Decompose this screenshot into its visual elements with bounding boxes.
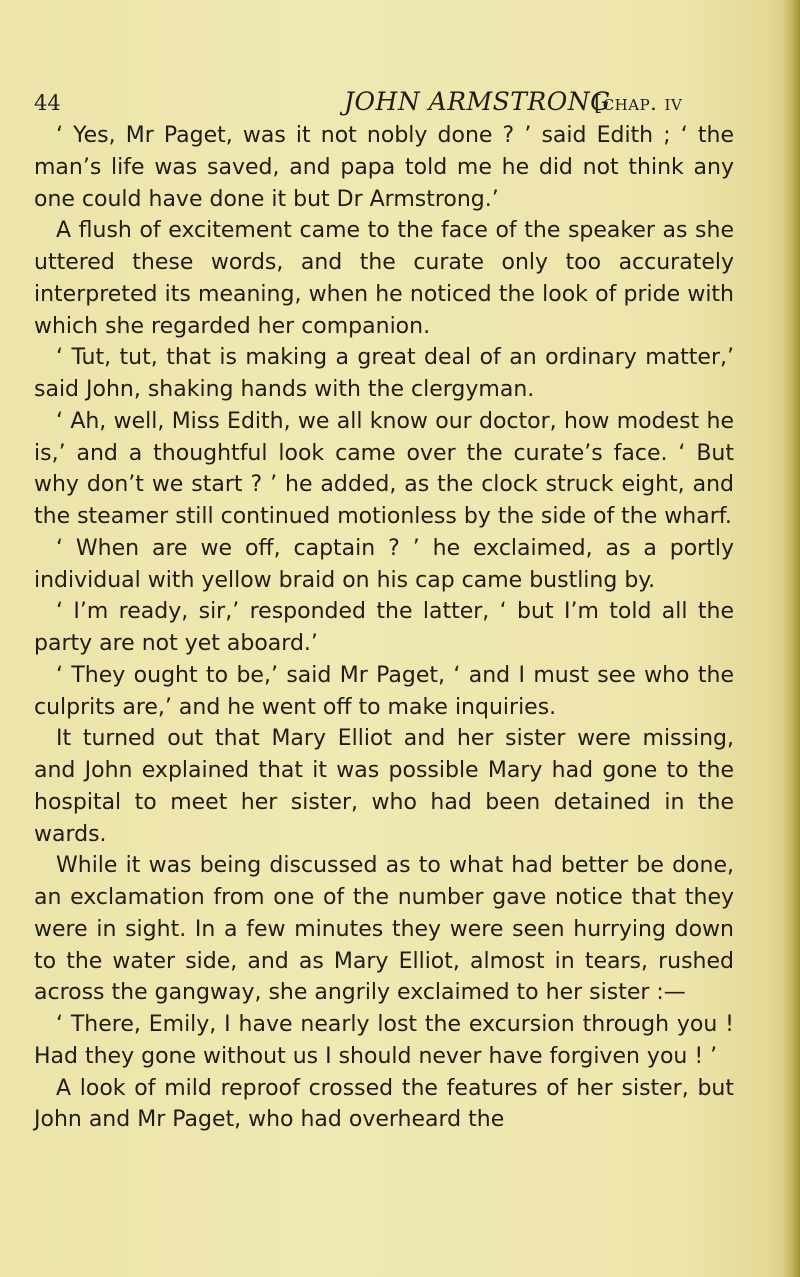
paragraph: ‘ Tut, tut, that is making a great deal of an ordinary matter,’ said John, shaking hands with the clergyman. bbox=[34, 345, 734, 402]
paragraph: It turned out that Mary Elliot and her sister were missing, and John explained that it was possible Mary had gone to the hospital to meet her sister, who had been detained in the wards. bbox=[34, 726, 734, 847]
body-text bbox=[34, 120, 734, 1136]
paragraph: ‘ They ought to be,’ said Mr Paget, ‘ and I must see who the culprits are,’ and he went off to make inquiries. bbox=[34, 662, 734, 720]
paragraph: ‘ Yes, Mr Paget, was it not nobly done ? ’ said Edith ; ‘ the man’s life was saved, and papa told me he did not think any one could have done it but Dr Armstrong.’ bbox=[34, 123, 734, 212]
page-number: 44 bbox=[34, 91, 61, 115]
paragraph: A flush of excitement came to the face of the speaker as she uttered these words, and the curate only too accurately interpreted its meaning, when he noticed the look of pride with which she regarded her companion. bbox=[34, 218, 734, 339]
page-header bbox=[34, 87, 734, 123]
page-edge-shadow bbox=[782, 0, 800, 1277]
chapter-label: [chap. iv bbox=[594, 91, 683, 115]
paragraph: ‘ I’m ready, sir,’ responded the latter, ‘ but I’m told all the party are not yet aboard.’ bbox=[34, 599, 734, 656]
paragraph: ‘ Ah, well, Miss Edith, we all know our doctor, how modest he is,’ and a thoughtful look came over the curate’s face. ‘ But why don’t we start ? ’ he added, as the clock struck eight, and the steamer still continued motionless by the side of the wharf. bbox=[34, 408, 734, 529]
paragraph: While it was being discussed as to what had better be done, an exclamation from one of the number gave notice that they were in sight. In a few minutes they were seen hurrying down to the water side, and as Mary Elliot, almost in tears, rushed across the gangway, she angrily exclaimed to her sister :— bbox=[34, 853, 734, 1006]
paragraph: ‘ When are we off, captain ? ’ he exclaimed, as a portly individual with yellow braid on his cap came bustling by. bbox=[34, 535, 734, 593]
paragraph: A look of mild reproof crossed the features of her sister, but John and Mr Paget, who had overheard the bbox=[34, 1075, 734, 1133]
running-title: JOHN ARMSTRONG bbox=[344, 87, 611, 116]
paragraph: ‘ There, Emily, I have nearly lost the excursion through you ! Had they gone without us I should never have forgiven you ! ’ bbox=[34, 1012, 734, 1069]
